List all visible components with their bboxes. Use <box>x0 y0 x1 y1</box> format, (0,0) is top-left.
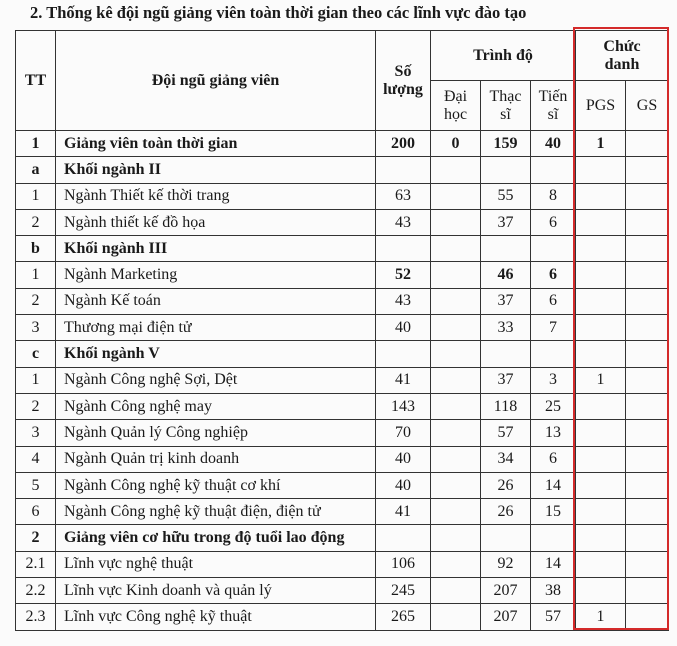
cell-name: Giảng viên cơ hữu trong độ tuổi lao động <box>56 525 376 551</box>
cell-pgs <box>576 446 626 472</box>
cell-master: 57 <box>481 420 531 446</box>
cell-doctor: 3 <box>531 367 576 393</box>
cell-master: 34 <box>481 446 531 472</box>
header-master <box>481 81 531 131</box>
cell-pgs <box>576 420 626 446</box>
cell-master: 37 <box>481 209 531 235</box>
cell-name: Lĩnh vực nghệ thuật <box>56 551 376 577</box>
cell-pgs: 1 <box>576 604 626 630</box>
cell-name: Ngành thiết kế đồ họa <box>56 209 376 235</box>
table-row <box>16 525 669 551</box>
cell-count <box>376 341 431 367</box>
cell-name: Khối ngành V <box>56 341 376 367</box>
cell-count: 43 <box>376 288 431 314</box>
cell-tt: 2 <box>16 288 56 314</box>
cell-name: Ngành Thiết kế thời trang <box>56 183 376 209</box>
cell-name: Ngành Công nghệ kỹ thuật điện, điện tử <box>56 499 376 525</box>
cell-master: 33 <box>481 315 531 341</box>
cell-count <box>376 525 431 551</box>
header-title-line2: danh <box>604 55 640 73</box>
cell-count: 52 <box>376 262 431 288</box>
cell-tt: 1 <box>16 262 56 288</box>
cell-gs <box>626 131 669 157</box>
cell-master: 118 <box>481 393 531 419</box>
cell-name: Thương mại điện tử <box>56 315 376 341</box>
cell-name: Lĩnh vực Công nghệ kỹ thuật <box>56 604 376 630</box>
cell-count: 265 <box>376 604 431 630</box>
cell-gs <box>626 446 669 472</box>
cell-bachelor <box>431 420 481 446</box>
cell-pgs <box>576 341 626 367</box>
cell-master <box>481 157 531 183</box>
cell-gs <box>626 157 669 183</box>
cell-pgs <box>576 393 626 419</box>
cell-name: Ngành Kế toán <box>56 288 376 314</box>
cell-doctor <box>531 525 576 551</box>
cell-name: Ngành Marketing <box>56 262 376 288</box>
table-row <box>16 131 669 157</box>
cell-doctor <box>531 341 576 367</box>
cell-gs <box>626 472 669 498</box>
cell-tt: 2 <box>16 393 56 419</box>
cell-master: 26 <box>481 499 531 525</box>
cell-tt: 1 <box>16 131 56 157</box>
table-row <box>16 420 669 446</box>
cell-name: Khối ngành III <box>56 236 376 262</box>
header-title-group <box>576 31 669 81</box>
cell-count: 245 <box>376 578 431 604</box>
cell-pgs <box>576 499 626 525</box>
header-degree: Trình độ <box>431 31 576 81</box>
cell-master <box>481 525 531 551</box>
cell-gs <box>626 499 669 525</box>
cell-doctor: 6 <box>531 262 576 288</box>
cell-gs <box>626 551 669 577</box>
cell-tt: 2.1 <box>16 551 56 577</box>
table-row <box>16 551 669 577</box>
cell-tt: c <box>16 341 56 367</box>
header-master-line2: sĩ <box>500 105 511 123</box>
cell-gs <box>626 525 669 551</box>
table-row <box>16 236 669 262</box>
cell-name: Ngành Quản trị kinh doanh <box>56 446 376 472</box>
cell-tt: 1 <box>16 367 56 393</box>
cell-count: 143 <box>376 393 431 419</box>
cell-doctor: 6 <box>531 446 576 472</box>
cell-gs <box>626 262 669 288</box>
cell-master: 159 <box>481 131 531 157</box>
cell-master: 207 <box>481 604 531 630</box>
cell-name: Giảng viên toàn thời gian <box>56 131 376 157</box>
cell-doctor: 38 <box>531 578 576 604</box>
header-pgs: PGS <box>576 81 626 131</box>
cell-master <box>481 341 531 367</box>
cell-gs <box>626 209 669 235</box>
cell-gs <box>626 578 669 604</box>
table-row <box>16 367 669 393</box>
cell-count: 41 <box>376 499 431 525</box>
cell-tt: 2.2 <box>16 578 56 604</box>
cell-bachelor <box>431 578 481 604</box>
table-row <box>16 288 669 314</box>
cell-doctor: 15 <box>531 499 576 525</box>
cell-pgs <box>576 472 626 498</box>
cell-tt: 5 <box>16 472 56 498</box>
cell-doctor <box>531 157 576 183</box>
cell-master: 46 <box>481 262 531 288</box>
cell-gs <box>626 236 669 262</box>
cell-gs <box>626 367 669 393</box>
cell-pgs <box>576 236 626 262</box>
header-staff: Đội ngũ giảng viên <box>56 31 376 131</box>
cell-doctor: 8 <box>531 183 576 209</box>
cell-pgs: 1 <box>576 367 626 393</box>
cell-bachelor <box>431 446 481 472</box>
cell-doctor: 25 <box>531 393 576 419</box>
cell-master: 55 <box>481 183 531 209</box>
cell-tt: 1 <box>16 183 56 209</box>
header-tt: TT <box>16 31 56 131</box>
cell-tt: 3 <box>16 315 56 341</box>
cell-pgs <box>576 551 626 577</box>
cell-doctor: 6 <box>531 209 576 235</box>
cell-name: Ngành Công nghệ Sợi, Dệt <box>56 367 376 393</box>
header-doctor-line2: sĩ <box>547 105 559 123</box>
header-bachelor <box>431 81 481 131</box>
cell-tt: 2 <box>16 525 56 551</box>
cell-name: Ngành Công nghệ may <box>56 393 376 419</box>
cell-bachelor <box>431 341 481 367</box>
cell-pgs: 1 <box>576 131 626 157</box>
cell-gs <box>626 288 669 314</box>
table-row <box>16 341 669 367</box>
cell-bachelor <box>431 236 481 262</box>
cell-doctor: 40 <box>531 131 576 157</box>
table-row <box>16 183 669 209</box>
header-gs: GS <box>626 81 669 131</box>
cell-doctor: 6 <box>531 288 576 314</box>
cell-tt: b <box>16 236 56 262</box>
header-doctor <box>531 81 576 131</box>
cell-gs <box>626 420 669 446</box>
cell-pgs <box>576 183 626 209</box>
cell-name: Lĩnh vực Kinh doanh và quản lý <box>56 578 376 604</box>
cell-count: 106 <box>376 551 431 577</box>
cell-count <box>376 236 431 262</box>
table-row <box>16 209 669 235</box>
cell-tt: 4 <box>16 446 56 472</box>
header-count <box>376 31 431 131</box>
cell-pgs <box>576 157 626 183</box>
cell-count: 40 <box>376 472 431 498</box>
cell-count: 43 <box>376 209 431 235</box>
cell-pgs <box>576 288 626 314</box>
table-body <box>16 131 669 631</box>
cell-bachelor: 0 <box>431 131 481 157</box>
cell-gs <box>626 341 669 367</box>
table-row <box>16 262 669 288</box>
table-row <box>16 157 669 183</box>
cell-gs <box>626 393 669 419</box>
header-bachelor-line2: học <box>443 105 468 123</box>
cell-bachelor <box>431 367 481 393</box>
table-row <box>16 446 669 472</box>
cell-master: 26 <box>481 472 531 498</box>
cell-pgs <box>576 262 626 288</box>
section-title: 2. Thống kê đội ngũ giảng viên toàn thời gian theo các lĩnh vực đào tạo <box>30 3 527 22</box>
header-bachelor-line1: Đại <box>443 87 468 105</box>
cell-master <box>481 236 531 262</box>
cell-count: 63 <box>376 183 431 209</box>
cell-pgs <box>576 578 626 604</box>
header-count-line2: lượng <box>383 80 423 98</box>
header-title-line1: Chức <box>603 37 641 55</box>
cell-bachelor <box>431 525 481 551</box>
cell-count <box>376 157 431 183</box>
table-row <box>16 578 669 604</box>
cell-bachelor <box>431 499 481 525</box>
cell-count: 41 <box>376 367 431 393</box>
cell-gs <box>626 183 669 209</box>
cell-tt: a <box>16 157 56 183</box>
cell-master: 37 <box>481 288 531 314</box>
cell-doctor: 14 <box>531 551 576 577</box>
cell-doctor: 14 <box>531 472 576 498</box>
header-doctor-line1: Tiến <box>538 87 568 105</box>
cell-pgs <box>576 525 626 551</box>
cell-doctor: 13 <box>531 420 576 446</box>
cell-master: 207 <box>481 578 531 604</box>
cell-doctor: 57 <box>531 604 576 630</box>
cell-bachelor <box>431 604 481 630</box>
cell-bachelor <box>431 315 481 341</box>
table-row <box>16 604 669 630</box>
cell-name: Ngành Quản lý Công nghiệp <box>56 420 376 446</box>
table-row <box>16 472 669 498</box>
lecturer-statistics-table <box>15 30 669 631</box>
table-row <box>16 315 669 341</box>
cell-bachelor <box>431 393 481 419</box>
cell-tt: 6 <box>16 499 56 525</box>
cell-pgs <box>576 209 626 235</box>
cell-name: Khối ngành II <box>56 157 376 183</box>
cell-doctor <box>531 236 576 262</box>
cell-tt: 2 <box>16 209 56 235</box>
cell-bachelor <box>431 288 481 314</box>
table-row <box>16 499 669 525</box>
cell-bachelor <box>431 157 481 183</box>
cell-master: 37 <box>481 367 531 393</box>
cell-bachelor <box>431 183 481 209</box>
cell-tt: 3 <box>16 420 56 446</box>
header-master-line1: Thạc <box>489 87 522 105</box>
cell-pgs <box>576 315 626 341</box>
cell-bachelor <box>431 209 481 235</box>
cell-count: 70 <box>376 420 431 446</box>
cell-count: 40 <box>376 446 431 472</box>
cell-bachelor <box>431 472 481 498</box>
cell-gs <box>626 604 669 630</box>
cell-name: Ngành Công nghệ kỹ thuật cơ khí <box>56 472 376 498</box>
cell-bachelor <box>431 551 481 577</box>
cell-bachelor <box>431 262 481 288</box>
cell-doctor: 7 <box>531 315 576 341</box>
cell-count: 40 <box>376 315 431 341</box>
cell-tt: 2.3 <box>16 604 56 630</box>
table-row <box>16 393 669 419</box>
cell-gs <box>626 315 669 341</box>
cell-count: 200 <box>376 131 431 157</box>
header-count-line1: Số <box>394 62 412 80</box>
cell-master: 92 <box>481 551 531 577</box>
